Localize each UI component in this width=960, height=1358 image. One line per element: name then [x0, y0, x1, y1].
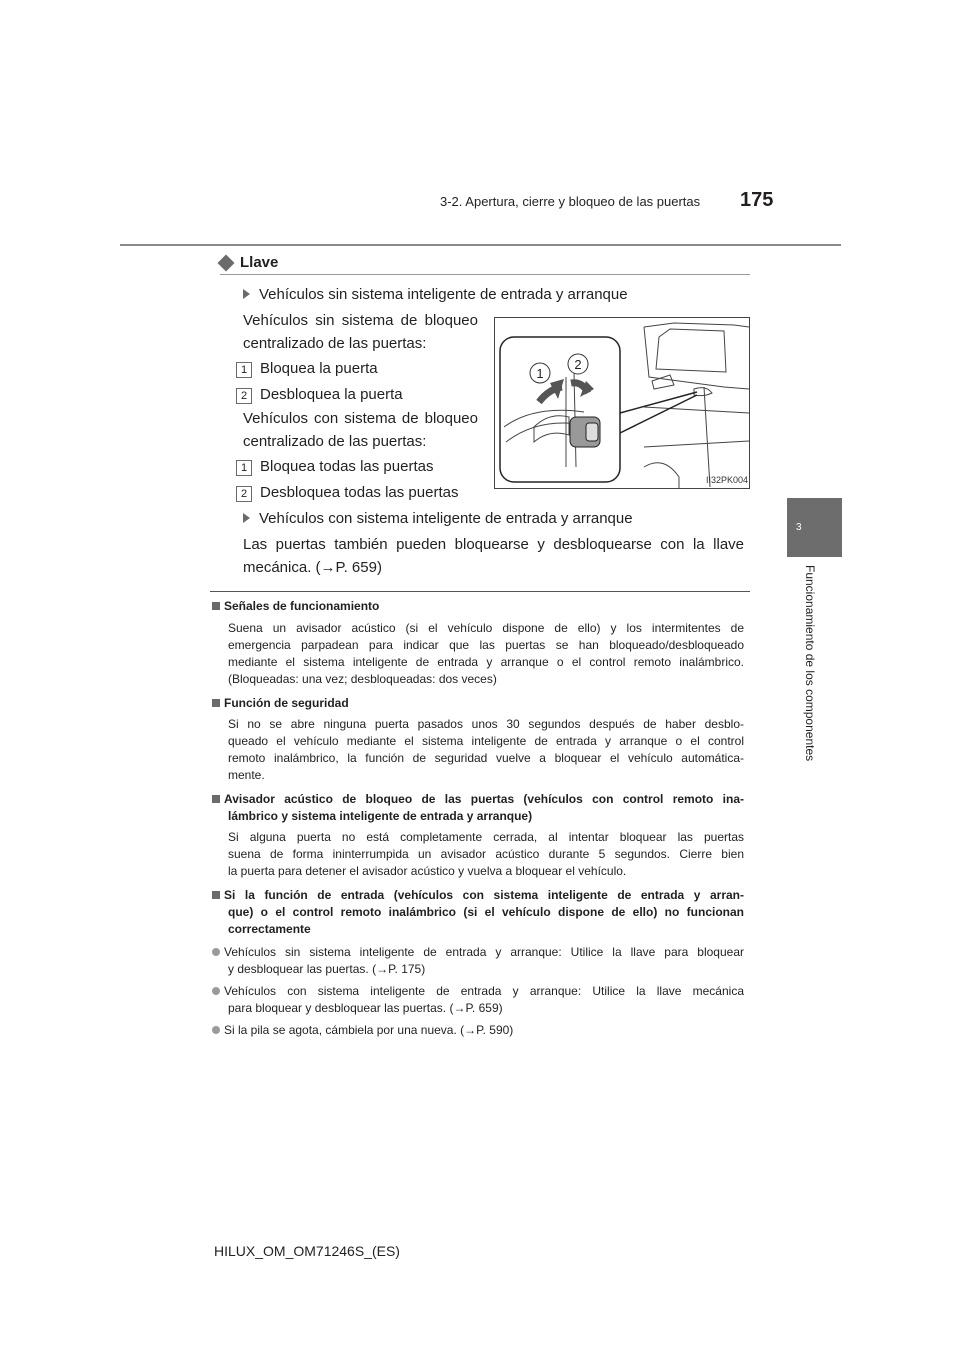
figure-callout-1: 1 [536, 366, 544, 381]
note-heading-cont: lámbrico y sistema inteligente de entrada y arranque) [228, 809, 533, 823]
square-bullet-icon [212, 699, 220, 707]
chapter-title-vertical [787, 565, 842, 785]
square-bullet-icon [212, 602, 220, 610]
number-2-icon: 2 [236, 486, 252, 502]
figure-code: II32PK004 [706, 475, 749, 485]
triangle-bullet-icon [243, 513, 250, 523]
note-line: remoto inalámbrico, la función de seguridad vuelve a bloquear el vehículo automática- [228, 751, 744, 765]
central-label-line2: centralizado de las puertas: [243, 433, 427, 450]
list-item: 1 Bloquea todas las puertas [236, 454, 433, 480]
list-item: 2 Desbloquea todas las puertas [236, 480, 458, 506]
figure-callout-2: 2 [574, 357, 582, 372]
note-heading: Señales de funcionamiento [212, 598, 379, 615]
note-line: la puerta para detener el avisador acústico y vuelva a bloquear el vehículo. [228, 864, 627, 878]
central-label-line1: Vehículos con sistema de bloqueo [243, 410, 478, 427]
chapter-number: 3 [796, 522, 802, 533]
list-item: Vehículos con sistema inteligente de entrada y arranque: Utilice la llave mecánica [212, 983, 744, 1000]
list-item-cont: y desbloquear las puertas. (→P. 175) [228, 962, 426, 976]
key-door-figure [494, 317, 750, 489]
section-title [220, 254, 278, 271]
number-1-icon: 1 [236, 460, 252, 476]
note-line: (Bloqueadas: una vez; desbloqueadas: dos veces) [228, 672, 497, 686]
note-line: Suena un avisador acústico (si el vehículo dispone de ello) y los intermitentes de [228, 621, 744, 635]
header-divider [120, 244, 841, 246]
header-section-title: 3-2. Apertura, cierre y bloqueo de las puertas [440, 194, 701, 209]
number-2-icon: 2 [236, 388, 252, 404]
circle-bullet-icon [212, 987, 220, 995]
note-heading: Avisador acústico de bloqueo de las puertas (vehículos con control remoto ina- [212, 791, 744, 808]
number-1-icon: 1 [236, 362, 252, 378]
list-item: Si la pila se agota, cámbiela por una nueva. (→P. 590) [212, 1022, 513, 1039]
note-line: mediante el sistema inteligente de entrada y arranque o el control remoto inalámbrico. [228, 655, 744, 669]
subsection-1-title: Vehículos sin sistema inteligente de entrada y arranque [243, 282, 628, 308]
chapter-title: Funcionamiento de los componentes [803, 565, 817, 762]
circle-bullet-icon [212, 1026, 220, 1034]
notes-divider [210, 591, 750, 592]
note-line: queado el vehículo mediante el sistema inteligente de entrada y arranque o el control [228, 734, 744, 748]
list-item: 1 Bloquea la puerta [236, 356, 378, 382]
note-line: Si no se abre ninguna puerta pasados unos 30 segundos después de haber desblo- [228, 717, 744, 731]
subsection-2-text-line1: Las puertas también pueden bloquearse y desbloquearse con la llave [243, 536, 744, 553]
square-bullet-icon [212, 795, 220, 803]
note-heading-cont: correctamente [228, 922, 311, 936]
no-central-label-line1: Vehículos sin sistema de bloqueo [243, 312, 478, 329]
circle-bullet-icon [212, 948, 220, 956]
note-heading-cont: que) o el control remoto inalámbrico (si el vehículo dispone de ello) no funcionan [228, 905, 744, 919]
note-heading: Si la función de entrada (vehículos con sistema inteligente de entrada y arran- [212, 887, 744, 904]
subsection-2-text-line2: mecánica. (→P. 659) [243, 559, 382, 576]
section-divider [220, 274, 750, 275]
subsection-2-title: Vehículos con sistema inteligente de entrada y arranque [243, 506, 633, 532]
list-item-cont: para bloquear y desbloquear las puertas. (→P. 659) [228, 1001, 503, 1015]
list-item: 2 Desbloquea la puerta [236, 382, 403, 408]
triangle-bullet-icon [243, 289, 250, 299]
square-bullet-icon [212, 891, 220, 899]
note-heading: Función de seguridad [212, 695, 349, 712]
note-line: emergencia parpadean para indicar que las puertas se han bloqueado/desbloqueado [228, 638, 744, 652]
note-line: suena de forma ininterrumpida un avisador acústico durante 5 segundos. Cierre bien [228, 847, 744, 861]
key-lock-illustration [494, 317, 750, 489]
note-line: mente. [228, 768, 265, 782]
diamond-icon [218, 254, 235, 271]
footer-manual-code: HILUX_OM_OM71246S_(ES) [214, 1243, 400, 1259]
no-central-label-line2: centralizado de las puertas: [243, 335, 427, 352]
list-item: Vehículos sin sistema inteligente de entrada y arranque: Utilice la llave para bloquear [212, 944, 744, 961]
note-line: Si alguna puerta no está completamente cerrada, al intentar bloquear las puertas [228, 830, 744, 844]
page-number: 175 [740, 189, 774, 211]
section-title-text: Llave [240, 254, 279, 271]
